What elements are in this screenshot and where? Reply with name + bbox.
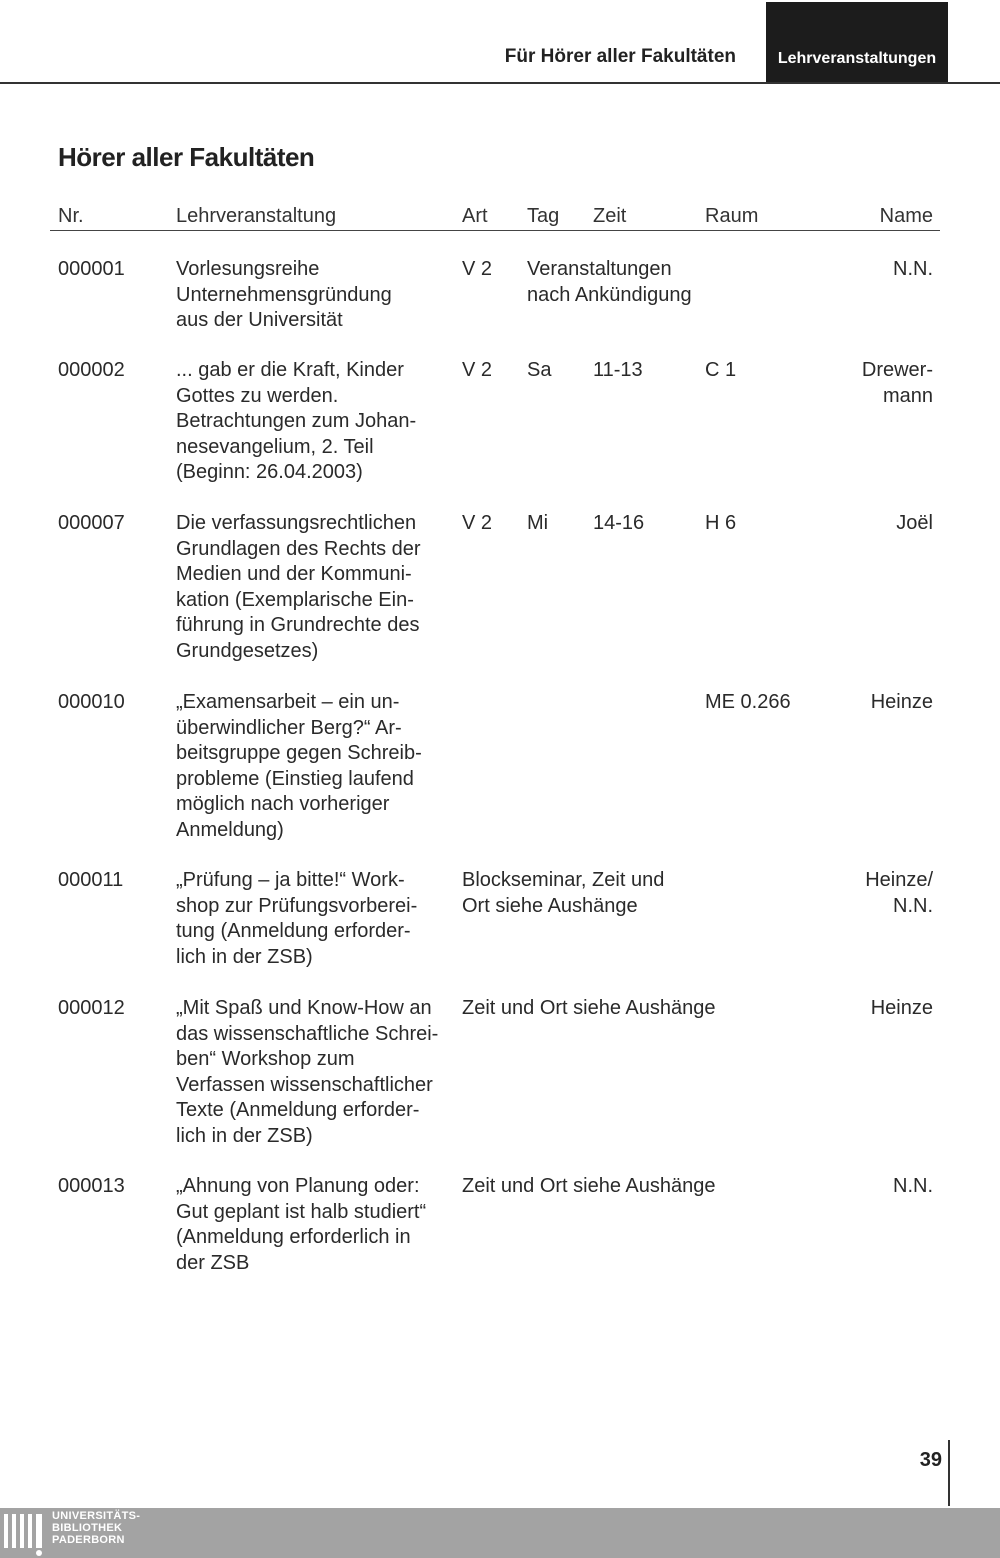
course-day: Veranstaltungen nach Ankündigung xyxy=(527,258,692,306)
running-header-title: Für Hörer aller Fakultäten xyxy=(504,46,736,67)
column-header-nr: Nr. xyxy=(58,205,84,227)
course-day: Sa xyxy=(527,359,552,381)
course-lecturer: Heinze/ N.N. xyxy=(865,869,933,917)
column-header-art: Art xyxy=(462,205,488,227)
course-time: 11-13 xyxy=(593,359,643,381)
course-number: 000010 xyxy=(58,691,125,713)
course-lecturer: Heinze xyxy=(870,691,933,713)
header-divider xyxy=(0,82,1000,84)
column-header-raum: Raum xyxy=(705,205,759,227)
course-title: „Mit Spaß und Know-How an das wissenschaftliche Schrei- ben“ Workshop zum Verfassen wissenschaftlicher Texte (Anmeldung erforder- lich in der ZSB) xyxy=(176,997,439,1147)
course-title: „Ahnung von Planung oder: Gut geplant ist halb studiert“ (Anmeldung erforderlich in der ZSB xyxy=(176,1175,427,1274)
course-room: ME 0.266 xyxy=(705,691,791,713)
course-time: 14-16 xyxy=(593,512,645,534)
course-number: 000012 xyxy=(58,997,125,1019)
table-header-divider xyxy=(50,230,940,231)
section-tab-label: Lehrveranstaltungen xyxy=(777,50,937,67)
course-number: 000001 xyxy=(58,258,125,280)
course-type: V 2 xyxy=(462,258,493,280)
course-day: Mi xyxy=(527,512,549,534)
course-schedule-note: Blockseminar, Zeit und Ort siehe Aushänge xyxy=(462,869,665,917)
course-lecturer: N.N. xyxy=(893,258,933,280)
column-header-tag: Tag xyxy=(527,205,560,227)
course-lecturer: Heinze xyxy=(870,997,933,1019)
course-room: C 1 xyxy=(705,359,737,381)
course-number: 000011 xyxy=(58,869,124,891)
course-lecturer: Drewer- mann xyxy=(861,359,933,407)
course-lecturer: Joël xyxy=(896,512,933,534)
course-number: 000002 xyxy=(58,359,125,381)
column-header-zeit: Zeit xyxy=(593,205,627,227)
course-title: „Prüfung – ja bitte!“ Work- shop zur Prüfungsvorberei- tung (Anmeldung erforder- lich in der ZSB) xyxy=(176,869,418,968)
course-title: „Examensarbeit – ein un- überwindlicher Berg?“ Ar- beitsgruppe gegen Schreib- probleme (Einstieg laufend möglich nach vorheriger Anmeldung) xyxy=(176,691,422,841)
course-schedule-note: Zeit und Ort siehe Aushänge xyxy=(462,997,716,1019)
page-number-divider xyxy=(948,1440,950,1506)
course-room: H 6 xyxy=(705,512,737,534)
course-number: 000007 xyxy=(58,512,125,534)
library-logo-icon xyxy=(2,1510,48,1558)
course-title: ... gab er die Kraft, Kinder Gottes zu werden. Betrachtungen zum Johan- nesevangelium, 2. Teil (Beginn: 26.04.2003) xyxy=(176,359,417,483)
course-number: 000013 xyxy=(58,1175,125,1197)
section-tab xyxy=(766,2,948,82)
course-schedule-note: Zeit und Ort siehe Aushänge xyxy=(462,1175,716,1197)
footer-bar xyxy=(0,1508,1000,1558)
course-title: Vorlesungsreihe Unternehmensgründung aus der Universität xyxy=(176,258,392,331)
page-title: Hörer aller Fakultäten xyxy=(58,142,315,172)
course-lecturer: N.N. xyxy=(893,1175,933,1197)
column-header-lehrveranstaltung: Lehrveranstaltung xyxy=(176,205,337,227)
page-number: 39 xyxy=(919,1449,942,1471)
course-type: V 2 xyxy=(462,512,493,534)
column-header-name: Name xyxy=(879,205,933,227)
library-name: UNIVERSITÄTS- BIBLIOTHEK PADERBORN xyxy=(52,1510,141,1546)
course-type: V 2 xyxy=(462,359,493,381)
course-title: Die verfassungsrechtlichen Grundlagen des Rechts der Medien und der Kommuni- kation (Exemplarische Ein- führung in Grundrechte des Grundgesetzes) xyxy=(176,512,421,662)
